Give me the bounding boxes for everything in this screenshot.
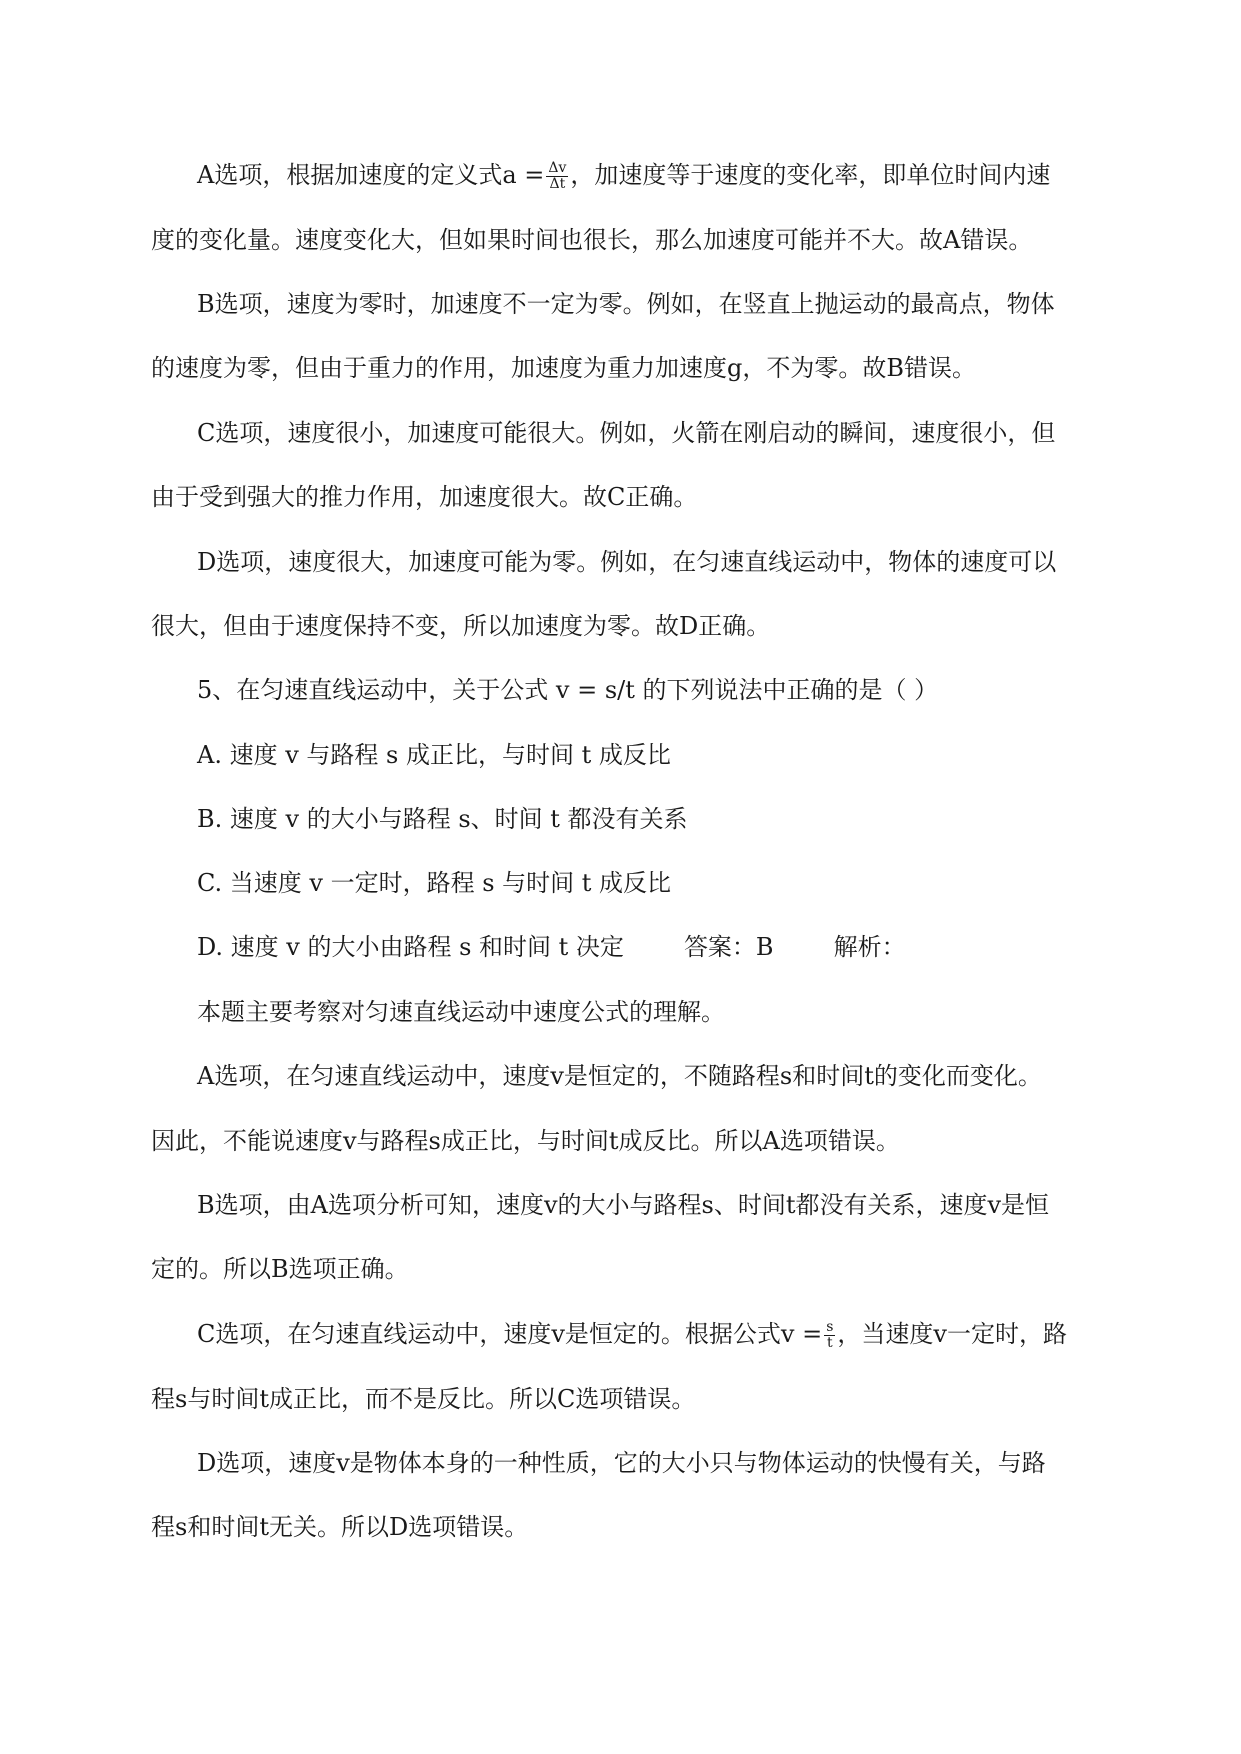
explanation-c-line2: 程s与时间t成正比，而不是反比。所以C选项错误。 bbox=[151, 1385, 696, 1413]
text: ，当速度v一定时，路 bbox=[837, 1320, 1067, 1348]
paragraph-a-line2: 度的变化量。速度变化大，但如果时间也很长，那么加速度可能并不大。故A错误。 bbox=[151, 226, 1033, 254]
option-a: A. 速度 v 与路程 s 成正比，与时间 t 成反比 bbox=[197, 741, 671, 769]
text: ，加速度等于速度的变化率，即单位时间内速 bbox=[570, 161, 1051, 189]
explanation-b-line2: 定的。所以B选项正确。 bbox=[151, 1255, 409, 1283]
fraction: $\frac{s}{t}$ bbox=[826, 1319, 834, 1351]
answer: 答案：B bbox=[683, 933, 774, 961]
explanation-a-line2: 因此，不能说速度v与路程s成正比，与时间t成反比。所以A选项错误。 bbox=[151, 1127, 900, 1155]
paragraph-c-line1: C选项，速度很小，加速度可能很大。例如，火箭在刚启动的瞬间，速度很小，但 bbox=[197, 419, 1056, 447]
analysis-label: 解析： bbox=[833, 933, 906, 961]
text: C选项，在匀速直线运动中，速度v是恒定的。根据公式v = bbox=[197, 1320, 823, 1348]
option-c: C. 当速度 v 一定时，路程 s 与时间 t 成反比 bbox=[197, 869, 672, 897]
paragraph-c-line2: 由于受到强大的推力作用，加速度很大。故C正确。 bbox=[151, 483, 698, 511]
explanation-d-line2: 程s和时间t无关。所以D选项错误。 bbox=[151, 1513, 529, 1541]
option-b: B. 速度 v 的大小与路程 s、时间 t 都没有关系 bbox=[197, 805, 688, 833]
explanation-a-line1: A选项，在匀速直线运动中，速度v是恒定的，不随路程s和时间t的变化而变化。 bbox=[197, 1062, 1042, 1090]
option-d: D. 速度 v 的大小由路程 s 和时间 t 决定 bbox=[197, 933, 624, 961]
explanation-c-line1 bbox=[197, 1318, 1067, 1351]
explanation-d-line1: D选项，速度v是物体本身的一种性质，它的大小只与物体运动的快慢有关，与路 bbox=[197, 1449, 1046, 1477]
option-d-line bbox=[197, 931, 906, 963]
question-5: 5、在匀速直线运动中，关于公式 v = s/t 的下列说法中正确的是（ ） bbox=[197, 676, 939, 704]
analysis-intro: 本题主要考察对匀速直线运动中速度公式的理解。 bbox=[197, 998, 725, 1026]
fraction: $\frac{\Delta v}{\Delta t}$ bbox=[548, 160, 567, 192]
paragraph-a-line1 bbox=[197, 159, 1050, 192]
paragraph-b-line1: B选项，速度为零时，加速度不一定为零。例如，在竖直上抛运动的最高点，物体 bbox=[197, 290, 1055, 318]
paragraph-d-line1: D选项，速度很大，加速度可能为零。例如，在匀速直线运动中，物体的速度可以 bbox=[197, 548, 1057, 576]
paragraph-b-line2: 的速度为零，但由于重力的作用，加速度为重力加速度g，不为零。故B错误。 bbox=[151, 354, 976, 382]
paragraph-d-line2: 很大，但由于速度保持不变，所以加速度为零。故D正确。 bbox=[151, 612, 771, 640]
explanation-b-line1: B选项，由A选项分析可知，速度v的大小与路程s、时间t都没有关系，速度v是恒 bbox=[197, 1191, 1050, 1219]
text: A选项，根据加速度的定义式a = bbox=[197, 161, 545, 189]
